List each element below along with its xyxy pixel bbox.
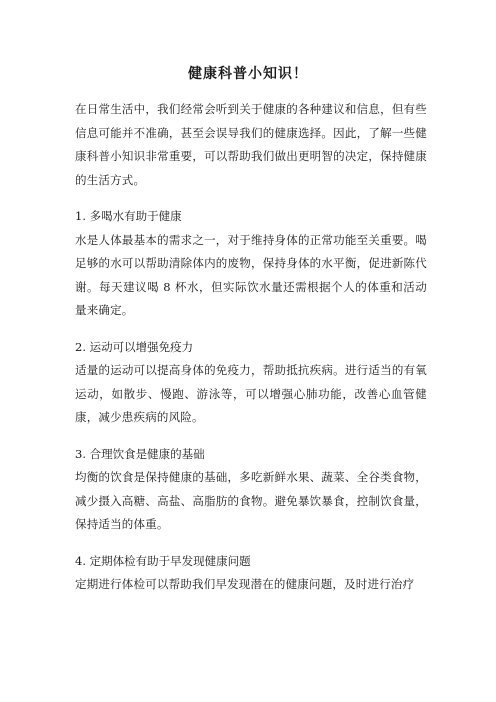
page-title: 健康科普小知识！ <box>188 66 308 82</box>
section-body: 适量的运动可以提高身体的免疫力，帮助抵抗疾病。进行适当的有氧运动，如散步、慢跑、游泳等，可以增强心肺功能，改善心血管健康，减少患疾病的风险。 <box>75 363 427 424</box>
section-2 <box>75 336 427 430</box>
section-body: 定期进行体检可以帮助我们早发现潜在的健康问题，及时进行治疗 <box>75 577 415 591</box>
section-3 <box>75 443 427 537</box>
section-heading: 1. 多喝水有助于健康 <box>75 209 182 223</box>
section-heading: 4. 定期体检有助于早发现健康问题 <box>75 553 251 568</box>
intro-paragraph: 在日常生活中，我们经常会听到关于健康的各种建议和信息，但有些信息可能并不准确，甚至会误导我们的健康选择。因此，了解一些健康科普小知识非常重要，可以帮助我们做出更明智的决定，保持健康的生活方式。 <box>75 102 427 187</box>
section-1 <box>75 205 427 323</box>
section-4 <box>75 550 427 597</box>
section-heading: 3. 合理饮食是健康的基础 <box>75 446 205 461</box>
section-body: 水是人体最基本的需求之一，对于维持身体的正常功能至关重要。喝足够的水可以帮助清除体内的废物，保持身体的水平衡，促进新陈代谢。每天建议喝 8 杯水，但实际饮水量还需根据个人的体重和活动量来确定。 <box>75 232 427 317</box>
section-body: 均衡的饮食是保持健康的基础，多吃新鲜水果、蔬菜、全谷类食物，减少摄入高糖、高盐、高脂肪的食物。避免暴饮暴食，控制饮食量，保持适当的体重。 <box>75 470 427 531</box>
section-heading: 2. 运动可以增强免疫力 <box>75 339 194 354</box>
document-body <box>75 98 427 610</box>
